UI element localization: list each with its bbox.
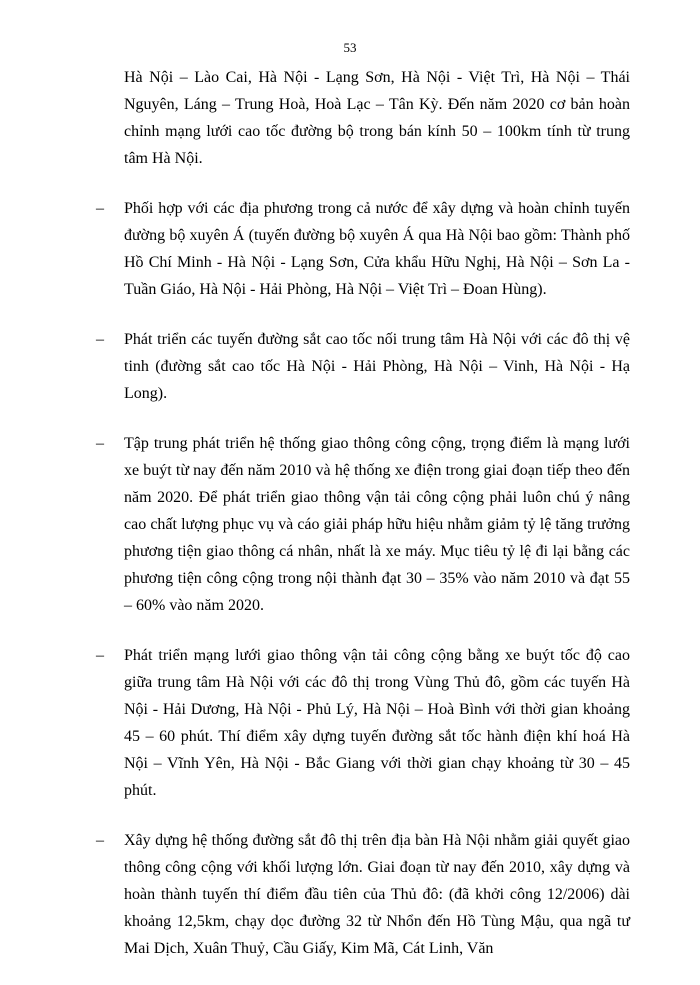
page-number: 53 bbox=[343, 40, 357, 55]
bullet-dash: – bbox=[96, 435, 104, 452]
bullet-text: Phối hợp với các địa phương trong cả nước để xây dựng và hoàn chỉnh tuyến đường bộ xuyên Á (tuyến đường bộ xuyên Á qua Hà Nội bao gồm: Thành phố Hồ Chí Minh - Hà Nội - Lạng Sơn, Cửa khẩu Hữu Nghị, Hà Nội – Sơn La - Tuần Giáo, Hà Nội - Hải Phòng, Hà Nội – Việt Trì – Đoan Hùng). bbox=[124, 200, 630, 298]
bullet-dash: – bbox=[96, 647, 104, 664]
bullet-item bbox=[96, 326, 630, 407]
bullet-item bbox=[96, 195, 630, 303]
bullet-dash: – bbox=[96, 832, 104, 849]
bullet-text: Phát triển mạng lưới giao thông vận tải công cộng bằng xe buýt tốc độ cao giữa trung tâm Hà Nội với các đô thị trong Vùng Thủ đô, gồm các tuyến Hà Nội - Hải Dương, Hà Nội - Phủ Lý, Hà Nội – Hoà Bình với thời gian khoảng 45 – 60 phút. Thí điểm xây dựng tuyến đường sắt tốc hành điện khí hoá Hà Nội – Vĩnh Yên, Hà Nội - Bắc Giang với thời gian chạy khoảng từ 30 – 45 phút. bbox=[124, 647, 630, 799]
bullet-item bbox=[96, 827, 630, 962]
document-body bbox=[96, 64, 630, 985]
bullet-dash: – bbox=[96, 200, 104, 217]
bullet-text: Phát triển các tuyến đường sắt cao tốc nối trung tâm Hà Nội với các đô thị vệ tinh (đường sắt cao tốc Hà Nội - Hải Phòng, Hà Nội – Vinh, Hà Nội - Hạ Long). bbox=[124, 331, 630, 402]
bullet-item bbox=[96, 430, 630, 619]
bullet-text: Xây dựng hệ thống đường sắt đô thị trên địa bàn Hà Nội nhằm giải quyết giao thông công cộng với khối lượng lớn. Giai đoạn từ nay đến 2010, xây dựng và hoàn thành tuyến thí điểm đầu tiên của Thủ đô: (đã khởi công 12/2006) dài khoảng 12,5km, chạy dọc đường 32 từ Nhổn đến Hồ Tùng Mậu, qua ngã tư Mai Dịch, Xuân Thuỷ, Cầu Giấy, Kim Mã, Cát Linh, Văn bbox=[124, 832, 630, 957]
bullet-item bbox=[96, 642, 630, 804]
intro-paragraph: Hà Nội – Lào Cai, Hà Nội - Lạng Sơn, Hà Nội - Việt Trì, Hà Nội – Thái Nguyên, Láng – Trung Hoà, Hoà Lạc – Tân Kỳ. Đến năm 2020 cơ bản hoàn chỉnh mạng lưới cao tốc đường bộ trong bán kính 50 – 100km tính từ trung tâm Hà Nội. bbox=[124, 69, 630, 167]
bullet-dash: – bbox=[96, 331, 104, 348]
bullet-text: Tập trung phát triển hệ thống giao thông công cộng, trọng điểm là mạng lưới xe buýt từ nay đến năm 2010 và hệ thống xe điện trong giai đoạn tiếp theo đến năm 2020. Để phát triển giao thông vận tải công cộng phải luôn chú ý nâng cao chất lượng phục vụ và cáo giải pháp hữu hiệu nhằm giảm tỷ lệ tăng trưởng phương tiện giao thông cá nhân, nhất là xe máy. Mục tiêu tỷ lệ đi lại bằng các phương tiện công cộng trong nội thành đạt 30 – 35% vào năm 2010 và đạt 55 – 60% vào năm 2020. bbox=[124, 435, 630, 614]
